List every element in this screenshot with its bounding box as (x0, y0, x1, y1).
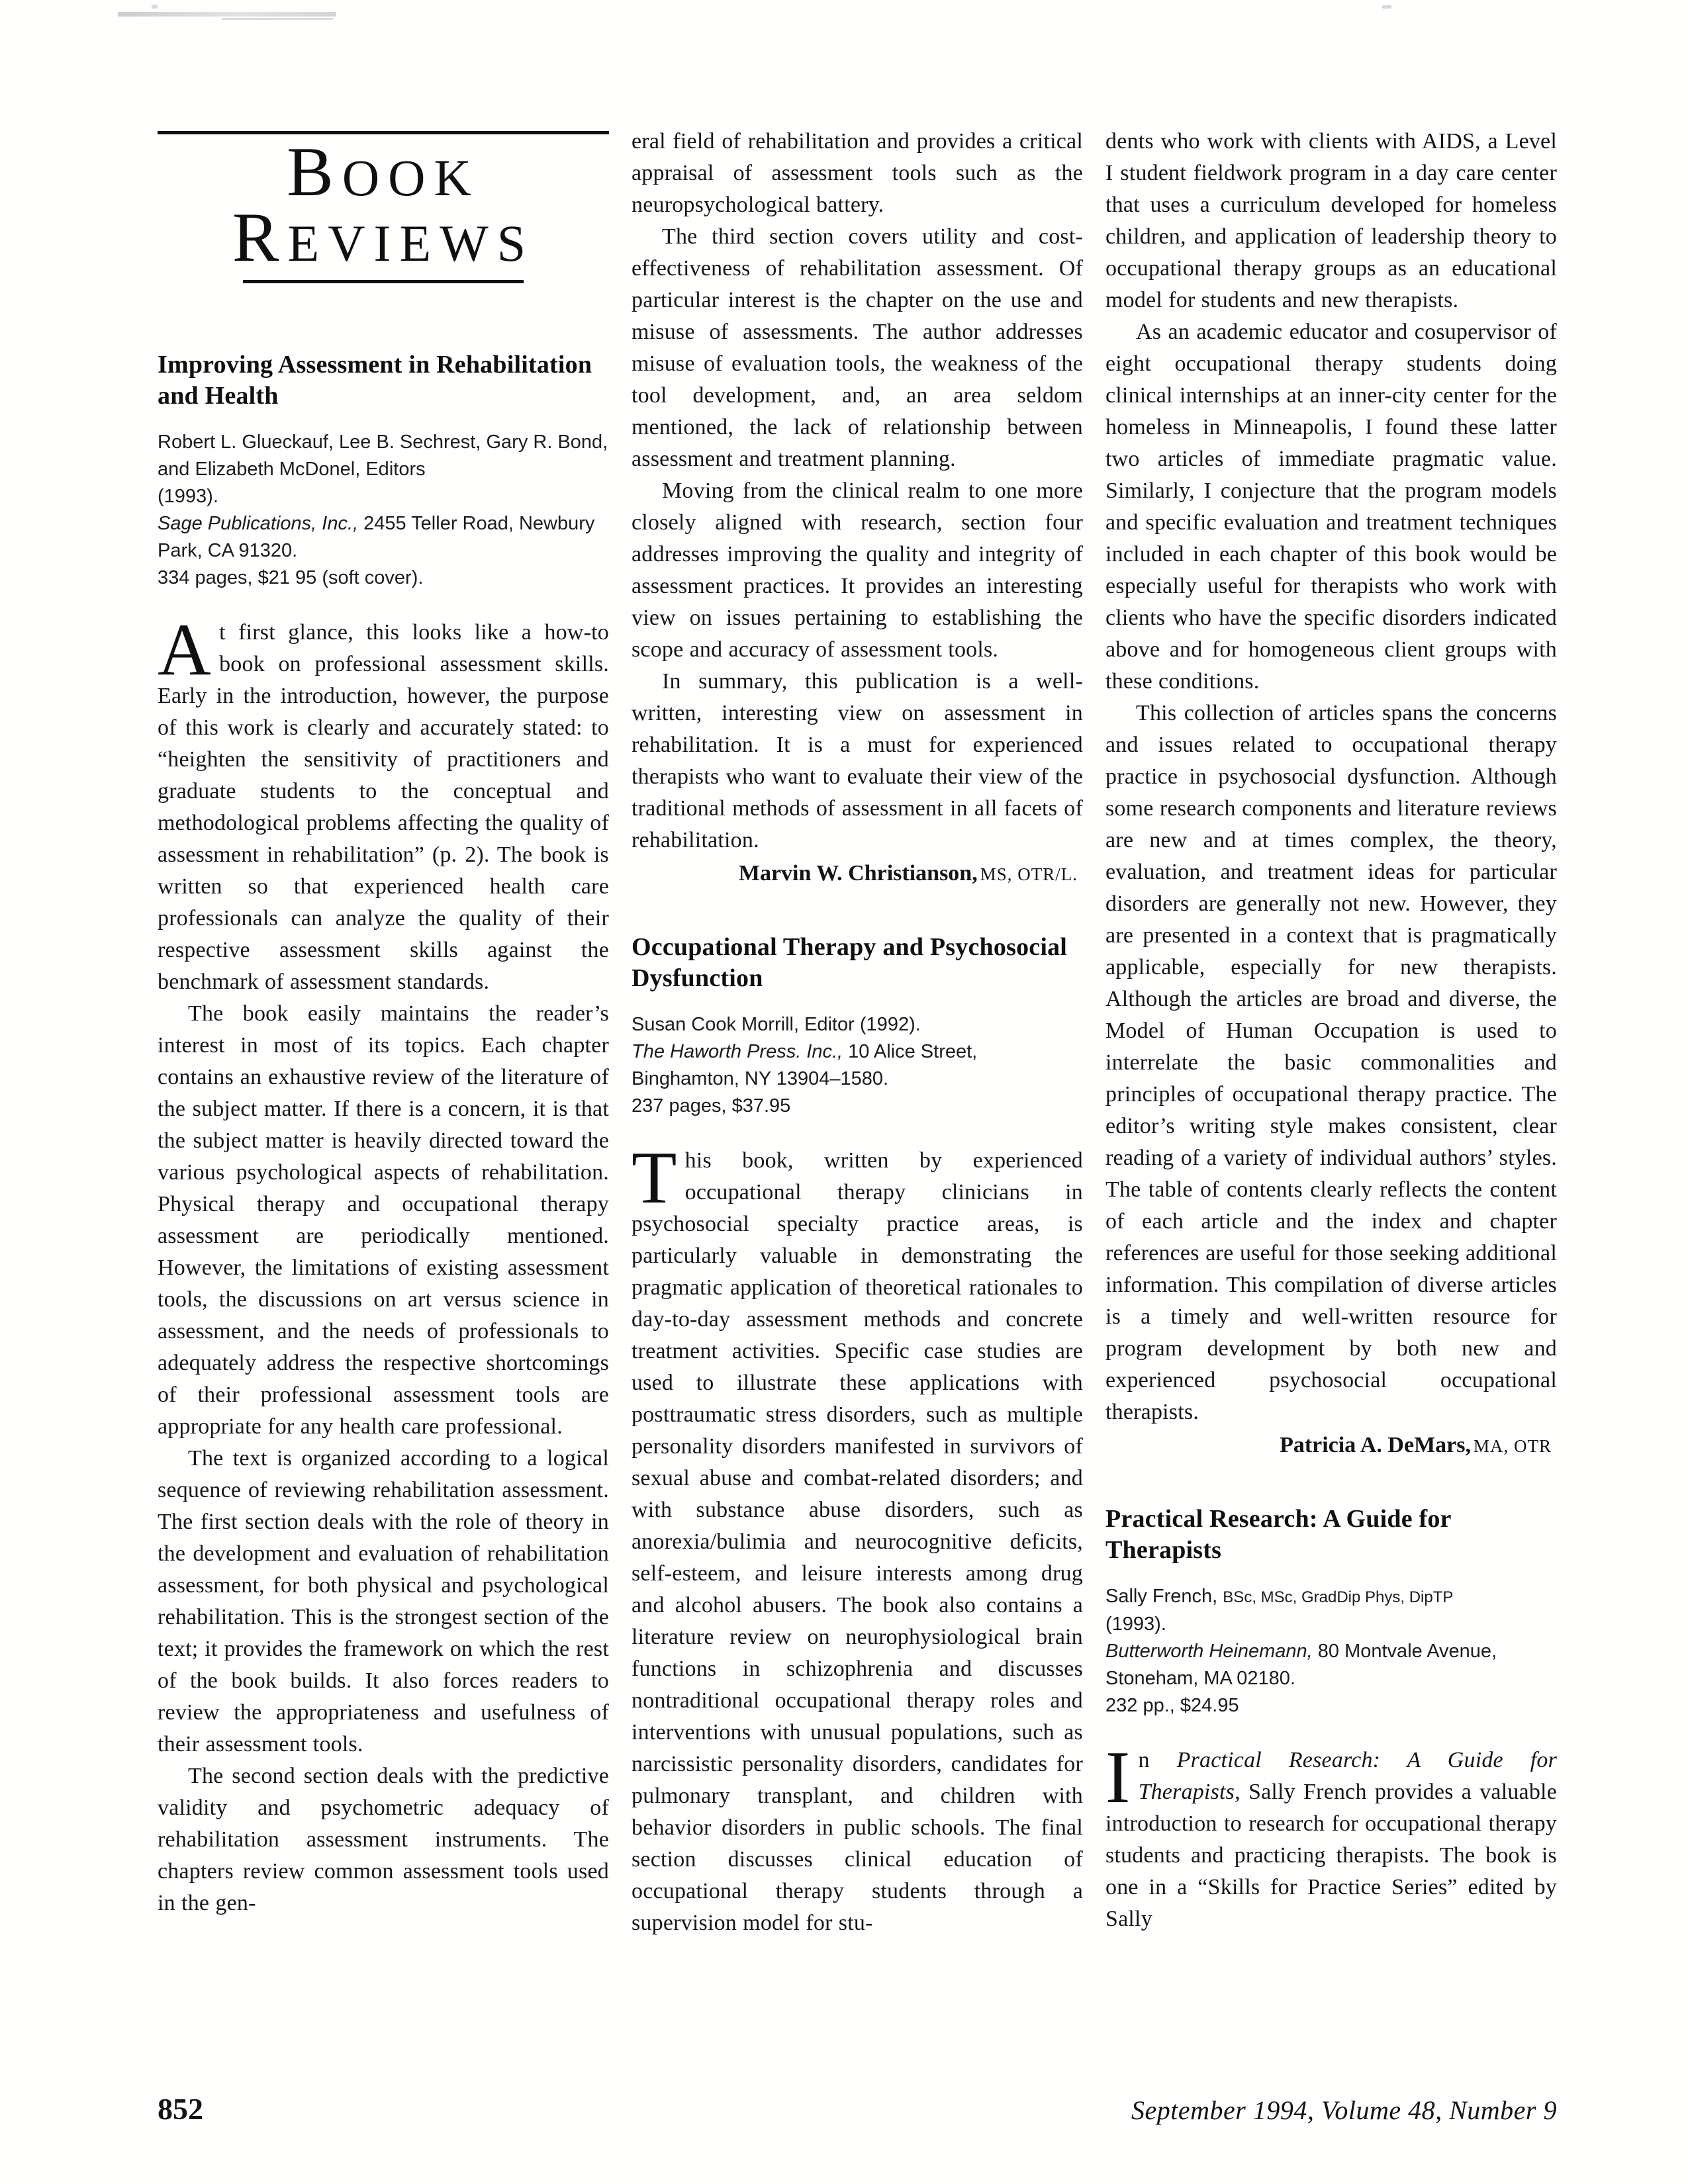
body-paragraph: In summary, this publication is a well-written, interesting view on assessment in rehabilitation. It is a must for experienced therapists who want to evaluate their view of the traditional methods of assessment in all facets of rehabilitation. (632, 669, 1083, 852)
three-column-layout (158, 126, 1557, 1939)
body-paragraph: The third section covers utility and cost-effectiveness of rehabilitation assessment. Of particular interest is the chapter on the use and misuse of assessments. The author addresses misuse of evaluation tools, the weakness of the tool development, and, an area seldom mentioned, the lack of relationship between assessment and treatment planning. (632, 224, 1083, 471)
scan-artifact (222, 18, 333, 20)
paragraph-text: t first glance, this looks like a how-to book on professional assessment skills. Early in the introduction, however, the purpose of this work is clearly and accurately stated: to “heighten the sensitivity of practitioners and graduate students to the conceptual and methodological problems affecting the quality of assessment in rehabilitation” (p. 2). The book is written so that experienced health care professionals can analyze the quality of their respective assessment skills against the benchmark of assessment standards. (158, 620, 609, 994)
reviewer-credentials: MA, OTR (1473, 1436, 1552, 1456)
reviewer-signature (1105, 1430, 1557, 1465)
citation-publisher (632, 1038, 1083, 1093)
citation-authors: Susan Cook Morrill, Editor (1992). (632, 1014, 921, 1035)
masthead-underline (243, 280, 524, 283)
body-paragraph-continued: dents who work with clients with AIDS, a Level I student fieldwork program in a day care center that uses a curriculum developed for homeless children, and application of leadership theory to occupational therapy groups as an educational model for students and new therapists. (1105, 129, 1557, 312)
column-3 (1105, 126, 1557, 1935)
review-2-title: Occupational Therapy and Psychosocial Dysfunction (632, 933, 1068, 992)
citation-year: (1993). (158, 486, 218, 507)
masthead-word-book: BOOK (287, 133, 480, 210)
body-paragraph (158, 609, 609, 998)
scan-artifact (1382, 5, 1391, 9)
paragraph-text: Sally French provides a valuable introduction to research for occupational therapy students and practicing therapists. The book is one in a “Skills for Practice Series” edited by Sally (1105, 1780, 1557, 1931)
citation-author-name: Sally French, (1105, 1586, 1218, 1607)
masthead-word-reviews: REVIEWS (232, 199, 535, 276)
body-paragraph (1105, 1737, 1558, 1935)
column-2 (632, 126, 1083, 1939)
scan-artifact (118, 12, 336, 17)
reviewer-signature (632, 858, 1083, 893)
citation-author-credentials: BSc, MSc, GradDip Phys, DipTP (1223, 1588, 1454, 1606)
body-paragraph: Moving from the clinical realm to one more closely aligned with research, section four addresses improving the quality and integrity of assessment practices. It provides an interesting view on issues pertaining to establishing the scope and accuracy of assessment tools. (632, 478, 1083, 662)
scan-artifact (152, 5, 158, 9)
body-paragraph: The book easily maintains the reader’s interest in most of its topics. Each chapter contains an exhaustive review of the literature of the subject matter. If there is a concern, it is that the subject matter is heavily directed toward the various psychological aspects of rehabilitation. Physical therapy and occupational therapy assessment are periodically mentioned. However, the limitations of existing assessment tools, the discussions on art versus science in assessment, and the needs of professionals to adequately address the respective shortcomings of their professional assessment tools are appropriate for any health care professional. (158, 1001, 609, 1439)
review-1-citation (158, 429, 609, 592)
citation-publisher-name: Sage Publications, Inc., (158, 513, 359, 534)
citation-pages-price: 334 pages, $21 95 (soft cover). (158, 567, 424, 588)
column-1 (158, 126, 609, 1919)
journal-issue-line: September 1994, Volume 48, Number 9 (1131, 2095, 1557, 2125)
drop-cap: I (1105, 1737, 1131, 1819)
citation-publisher-address: 10 Alice Street, Binghamton, NY 13904–1580. (632, 1041, 978, 1089)
reviewer-name: Patricia A. DeMars, (1280, 1433, 1471, 1457)
body-paragraph (632, 1137, 1083, 1939)
citation-publisher-address: 2455 Teller Road, Newbury Park, CA 91320. (158, 513, 595, 561)
book-title-italic: Practical Research: A Guide for Therapists, (1138, 1748, 1558, 1804)
citation-publisher (158, 510, 609, 565)
citation-pages-price: 237 pages, $37.95 (632, 1095, 791, 1116)
body-paragraph: The text is organized according to a logical sequence of reviewing rehabilitation assessment. The first section deals with the role of theory in the development and evaluation of rehabilitation assessment, for both physical and psychological rehabilitation. This is the strongest section of the text; it provides the framework on which the rest of the book builds. It also forces readers to review the appropriateness and usefulness of their assessment tools. (158, 1446, 609, 1756)
citation-authors: Robert L. Glueckauf, Lee B. Sechrest, Gary R. Bond, and Elizabeth McDonel, Editors (158, 432, 608, 480)
page-number: 852 (158, 2092, 203, 2126)
citation-publisher-name: The Haworth Press. Inc., (632, 1041, 843, 1062)
drop-cap: A (158, 609, 212, 691)
body-paragraph: As an academic educator and cosupervisor of eight occupational therapy students doing clinical internships at an inner-city center for the homeless in Minneapolis, I found these latter two articles of immediate pragmatic value. Similarly, I conjecture that the program models and specific evaluation and treatment techniques included in each chapter of this book would be especially useful for therapists who work with clients who have the specific disorders indicated above and for homogeneous client groups with these conditions. (1105, 320, 1557, 694)
paragraph-text: n (1138, 1748, 1177, 1772)
reviewer-credentials: MS, OTR/L. (980, 864, 1078, 884)
citation-authors (1105, 1583, 1557, 1611)
page-footer (158, 2091, 1557, 2126)
body-paragraph: This collection of articles spans the concerns and issues related to occupational therapy practice in psychosocial dysfunction. Although some research components and literature reviews are new and at times complex, the theory, evaluation, and treatment ideas for particular disorders are generally not new. However, they are presented in a context that is pragmatically applicable, especially for new therapists. Although the articles are broad and diverse, the Model of Human Occupation is used to interrelate the basic commonalities and principles of occupational therapy practice. The editor’s writing style makes consistent, clear reading of a variety of individual authors’ styles. The table of contents clearly reflects the content of each article and the index and chapter references are useful for those seeking additional information. This compilation of diverse articles is a timely and well-written resource for program development by both new and experienced psychosocial occupational therapists. (1105, 701, 1557, 1424)
book-reviews-masthead (158, 131, 609, 283)
review-3-title: Practical Research: A Guide for Therapists (1105, 1505, 1451, 1564)
citation-publisher-address: 80 Montvale Avenue, Stoneham, MA 02180. (1105, 1641, 1497, 1689)
citation-pages-price: 232 pp., $24.95 (1105, 1695, 1239, 1716)
body-paragraph-continued: eral field of rehabilitation and provides a critical appraisal of assessment tools such as the neuropsychological battery. (632, 129, 1083, 217)
review-1-title: Improving Assessment in Rehabilitation and Health (158, 351, 592, 410)
drop-cap: T (632, 1137, 677, 1219)
paragraph-text: his book, written by experienced occupational therapy clinicians in psychosocial specialty practice areas, is particularly valuable in demonstrating the pragmatic application of theoretical rationales to day-to-day assessment methods and concrete treatment activities. Specific case studies are used to illustrate these applications with posttraumatic stress disorders, such as multiple personality disorders manifested in survivors of sexual abuse and combat-related disorders; and with substance abuse disorders, such as anorexia/bulimia and neurocognitive deficits, self-esteem, and leisure interests among drug and alcohol abusers. The book also contains a literature review on neurophysiological brain functions in schizophrenia and discusses nontraditional occupational therapy roles and interventions with unusual populations, such as narcissistic personality disorders, candidates for pulmonary transplant, and children with behavior disorders in public schools. The final section discusses clinical education of occupational therapy students through a supervision model for stu- (632, 1148, 1083, 1935)
reviewer-name: Marvin W. Christianson, (738, 861, 978, 886)
review-2-citation (632, 1011, 1083, 1120)
citation-publisher (1105, 1638, 1557, 1692)
review-3-citation (1105, 1583, 1557, 1719)
body-paragraph: The second section deals with the predictive validity and psychometric adequacy of rehabilitation assessment instruments. The chapters review common assessment tools used in the gen- (158, 1764, 609, 1915)
citation-year: (1993). (1105, 1614, 1166, 1635)
citation-publisher-name: Butterworth Heinemann, (1105, 1641, 1313, 1662)
